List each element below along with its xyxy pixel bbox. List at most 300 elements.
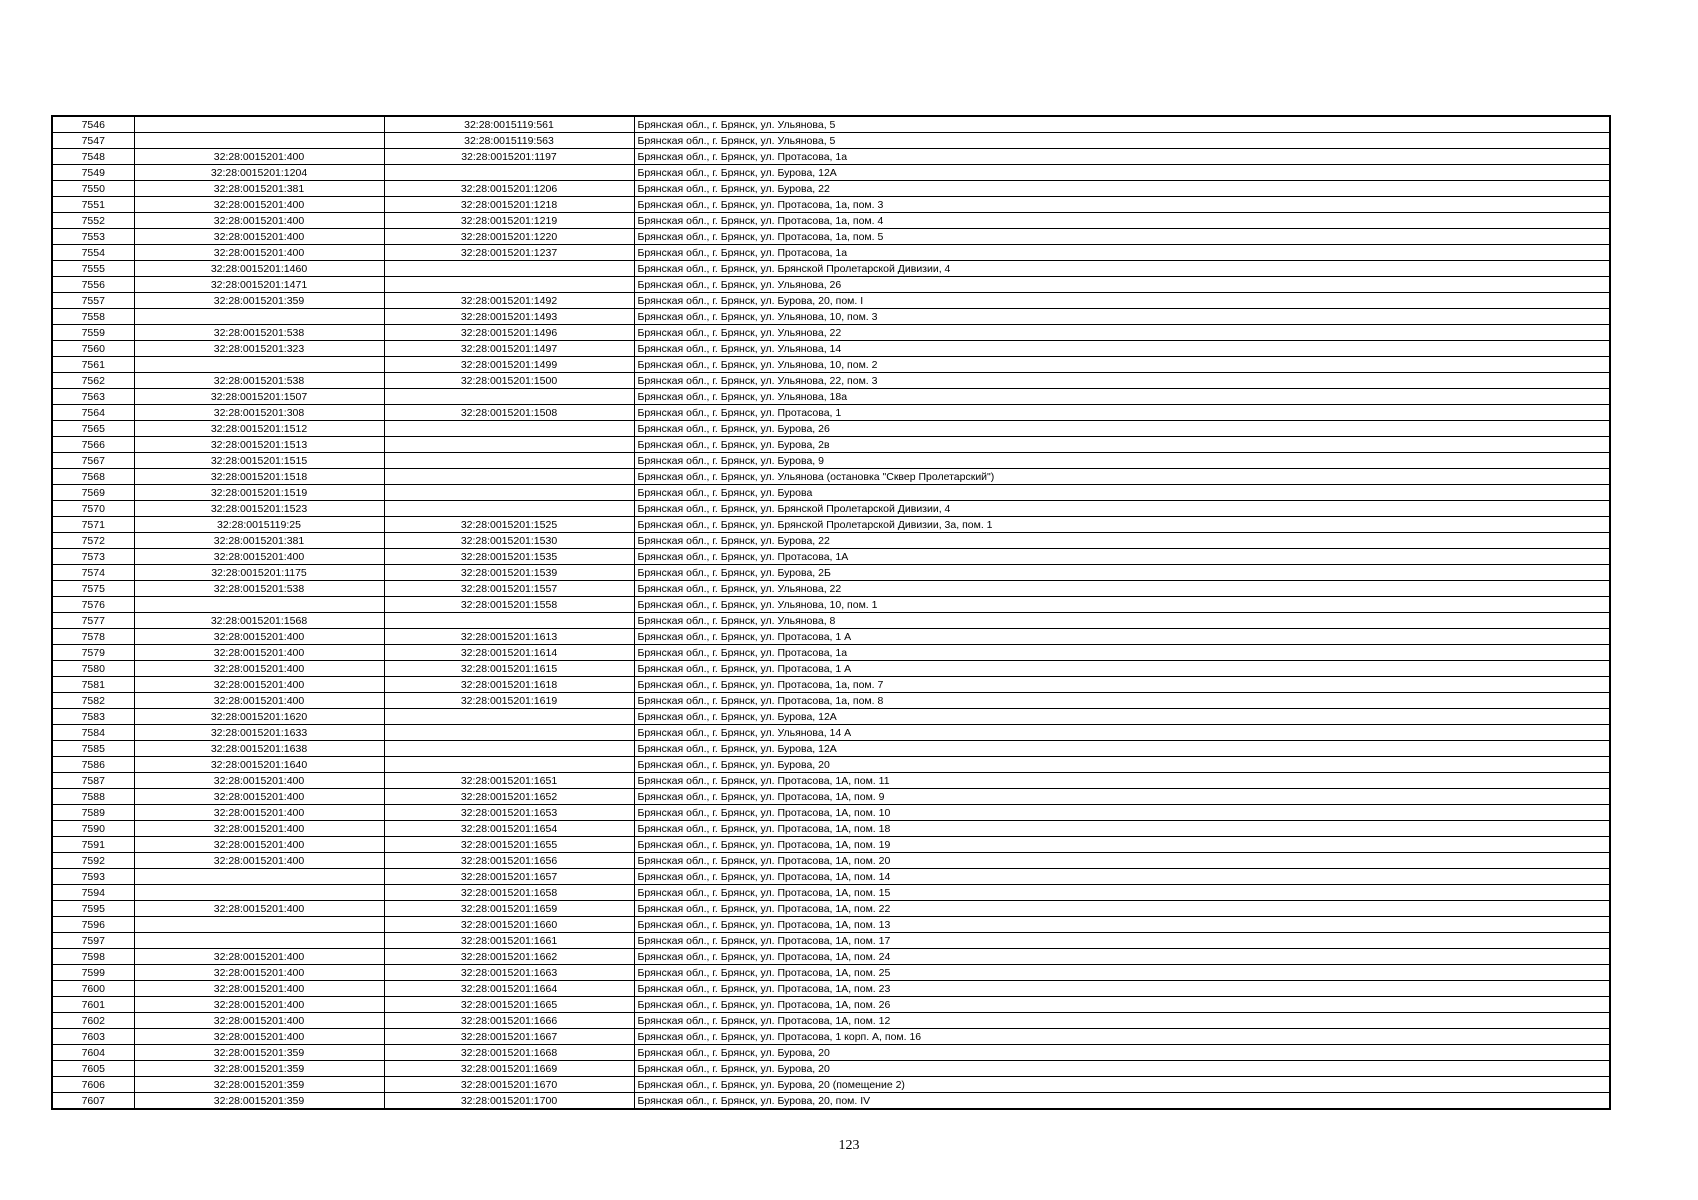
row-number-cell: 7557 (52, 293, 134, 309)
parent-cadastral-cell: 32:28:0015201:381 (134, 181, 384, 197)
address-cell: Брянская обл., г. Брянск, ул. Ульянова, 18а (634, 389, 1610, 405)
parent-cadastral-cell: 32:28:0015201:400 (134, 677, 384, 693)
row-number-cell: 7558 (52, 309, 134, 325)
parent-cadastral-cell: 32:28:0015201:400 (134, 821, 384, 837)
table-row (52, 741, 1610, 757)
parent-cadastral-cell: 32:28:0015201:538 (134, 581, 384, 597)
row-number-cell: 7546 (52, 116, 134, 133)
cadastral-number-cell: 32:28:0015201:1670 (384, 1077, 634, 1093)
address-cell: Брянская обл., г. Брянск, ул. Протасова, 1А, пом. 24 (634, 949, 1610, 965)
cadastral-number-cell: 32:28:0015119:563 (384, 133, 634, 149)
address-cell: Брянская обл., г. Брянск, ул. Протасова, 1а, пом. 7 (634, 677, 1610, 693)
page-number: 123 (838, 1138, 860, 1153)
row-number-cell: 7583 (52, 709, 134, 725)
parent-cadastral-cell: 32:28:0015201:1620 (134, 709, 384, 725)
cadastral-number-cell: 32:28:0015201:1619 (384, 693, 634, 709)
row-number-cell: 7599 (52, 965, 134, 981)
address-cell: Брянская обл., г. Брянск, ул. Ульянова, 5 (634, 133, 1610, 149)
cadastral-number-cell: 32:28:0015201:1557 (384, 581, 634, 597)
table-row (52, 149, 1610, 165)
parent-cadastral-cell: 32:28:0015201:400 (134, 645, 384, 661)
cadastral-number-cell: 32:28:0015201:1660 (384, 917, 634, 933)
cadastral-number-cell: 32:28:0015201:1525 (384, 517, 634, 533)
row-number-cell: 7589 (52, 805, 134, 821)
address-cell: Брянская обл., г. Брянск, ул. Бурова, 20, пом. IV (634, 1093, 1610, 1110)
table-row (52, 725, 1610, 741)
address-cell: Брянская обл., г. Брянск, ул. Ульянова, 22 (634, 325, 1610, 341)
cadastral-number-cell (384, 421, 634, 437)
address-cell: Брянская обл., г. Брянск, ул. Бурова, 2Б (634, 565, 1610, 581)
cadastral-number-cell: 32:28:0015201:1618 (384, 677, 634, 693)
address-cell: Брянская обл., г. Брянск, ул. Протасова, 1А, пом. 11 (634, 773, 1610, 789)
table-row (52, 661, 1610, 677)
address-cell: Брянская обл., г. Брянск, ул. Бурова, 20 (634, 1061, 1610, 1077)
address-cell: Брянская обл., г. Брянск, ул. Протасова, 1А, пом. 9 (634, 789, 1610, 805)
row-number-cell: 7564 (52, 405, 134, 421)
address-cell: Брянская обл., г. Брянск, ул. Бурова, 22 (634, 181, 1610, 197)
parent-cadastral-cell: 32:28:0015201:308 (134, 405, 384, 421)
cadastral-number-cell (384, 709, 634, 725)
parent-cadastral-cell: 32:28:0015201:400 (134, 789, 384, 805)
address-cell: Брянская обл., г. Брянск, ул. Ульянова, 14 А (634, 725, 1610, 741)
cadastral-number-cell: 32:28:0015201:1668 (384, 1045, 634, 1061)
row-number-cell: 7580 (52, 661, 134, 677)
row-number-cell: 7552 (52, 213, 134, 229)
cadastral-number-cell (384, 389, 634, 405)
table-row (52, 805, 1610, 821)
address-cell: Брянская обл., г. Брянск, ул. Протасова, 1а, пом. 5 (634, 229, 1610, 245)
row-number-cell: 7606 (52, 1077, 134, 1093)
row-number-cell: 7572 (52, 533, 134, 549)
cadastral-number-cell (384, 757, 634, 773)
address-cell: Брянская обл., г. Брянск, ул. Протасова, 1а (634, 149, 1610, 165)
table-row (52, 389, 1610, 405)
row-number-cell: 7549 (52, 165, 134, 181)
address-cell: Брянская обл., г. Брянск, ул. Ульянова, 10, пом. 1 (634, 597, 1610, 613)
table-row (52, 485, 1610, 501)
address-cell: Брянская обл., г. Брянск, ул. Ульянова (остановка "Сквер Пролетарский") (634, 469, 1610, 485)
parent-cadastral-cell: 32:28:0015201:400 (134, 965, 384, 981)
table-row (52, 197, 1610, 213)
address-cell: Брянская обл., г. Брянск, ул. Протасова, 1А, пом. 15 (634, 885, 1610, 901)
cadastral-number-cell: 32:28:0015201:1500 (384, 373, 634, 389)
address-cell: Брянская обл., г. Брянск, ул. Бурова, 12А (634, 709, 1610, 725)
parent-cadastral-cell (134, 597, 384, 613)
parent-cadastral-cell: 32:28:0015201:359 (134, 1061, 384, 1077)
parent-cadastral-cell: 32:28:0015201:1175 (134, 565, 384, 581)
cadastral-number-cell: 32:28:0015201:1657 (384, 869, 634, 885)
address-cell: Брянская обл., г. Брянск, ул. Брянской Пролетарской Дивизии, 4 (634, 501, 1610, 517)
address-cell: Брянская обл., г. Брянск, ул. Протасова, 1А, пом. 17 (634, 933, 1610, 949)
address-cell: Брянская обл., г. Брянск, ул. Протасова, 1 А (634, 661, 1610, 677)
cadastral-number-cell (384, 725, 634, 741)
address-cell: Брянская обл., г. Брянск, ул. Протасова, 1а (634, 645, 1610, 661)
row-number-cell: 7603 (52, 1029, 134, 1045)
table-row (52, 245, 1610, 261)
table-row (52, 501, 1610, 517)
parent-cadastral-cell: 32:28:0015201:400 (134, 1029, 384, 1045)
row-number-cell: 7604 (52, 1045, 134, 1061)
address-cell: Брянская обл., г. Брянск, ул. Ульянова, 5 (634, 116, 1610, 133)
address-cell: Брянская обл., г. Брянск, ул. Ульянова, 22, пом. 3 (634, 373, 1610, 389)
parent-cadastral-cell (134, 357, 384, 373)
cadastral-number-cell (384, 469, 634, 485)
parent-cadastral-cell (134, 133, 384, 149)
table-row (52, 709, 1610, 725)
cadastral-number-cell: 32:28:0015119:561 (384, 116, 634, 133)
row-number-cell: 7595 (52, 901, 134, 917)
row-number-cell: 7602 (52, 1013, 134, 1029)
cadastral-number-cell: 32:28:0015201:1661 (384, 933, 634, 949)
cadastral-number-cell: 32:28:0015201:1206 (384, 181, 634, 197)
parent-cadastral-cell: 32:28:0015201:400 (134, 693, 384, 709)
table-row (52, 1013, 1610, 1029)
table-row (52, 773, 1610, 789)
parent-cadastral-cell: 32:28:0015201:400 (134, 837, 384, 853)
cadastral-number-cell: 32:28:0015201:1665 (384, 997, 634, 1013)
row-number-cell: 7585 (52, 741, 134, 757)
row-number-cell: 7593 (52, 869, 134, 885)
table-row (52, 1061, 1610, 1077)
cadastral-number-cell: 32:28:0015201:1237 (384, 245, 634, 261)
cadastral-number-cell: 32:28:0015201:1530 (384, 533, 634, 549)
address-cell: Брянская обл., г. Брянск, ул. Протасова, 1А, пом. 22 (634, 901, 1610, 917)
row-number-cell: 7555 (52, 261, 134, 277)
address-cell: Брянская обл., г. Брянск, ул. Бурова, 20 (634, 1045, 1610, 1061)
table-row (52, 437, 1610, 453)
row-number-cell: 7548 (52, 149, 134, 165)
address-cell: Брянская обл., г. Брянск, ул. Протасова, 1А, пом. 10 (634, 805, 1610, 821)
address-cell: Брянская обл., г. Брянск, ул. Ульянова, 10, пом. 2 (634, 357, 1610, 373)
table-row (52, 1029, 1610, 1045)
parent-cadastral-cell: 32:28:0015201:381 (134, 533, 384, 549)
cadastral-number-cell: 32:28:0015201:1496 (384, 325, 634, 341)
row-number-cell: 7577 (52, 613, 134, 629)
row-number-cell: 7601 (52, 997, 134, 1013)
table-row (52, 645, 1610, 661)
row-number-cell: 7551 (52, 197, 134, 213)
parent-cadastral-cell: 32:28:0015201:1568 (134, 613, 384, 629)
cadastral-number-cell: 32:28:0015201:1667 (384, 1029, 634, 1045)
registry-table-body (52, 116, 1610, 1109)
table-row (52, 421, 1610, 437)
cadastral-number-cell (384, 501, 634, 517)
table-row (52, 133, 1610, 149)
row-number-cell: 7600 (52, 981, 134, 997)
table-row (52, 949, 1610, 965)
parent-cadastral-cell: 32:28:0015201:1471 (134, 277, 384, 293)
table-row (52, 1077, 1610, 1093)
table-row (52, 885, 1610, 901)
parent-cadastral-cell (134, 933, 384, 949)
row-number-cell: 7570 (52, 501, 134, 517)
address-cell: Брянская обл., г. Брянск, ул. Бурова, 20 (634, 757, 1610, 773)
row-number-cell: 7575 (52, 581, 134, 597)
table-row (52, 693, 1610, 709)
table-row (52, 229, 1610, 245)
table-row (52, 1093, 1610, 1110)
parent-cadastral-cell: 32:28:0015119:25 (134, 517, 384, 533)
cadastral-number-cell: 32:28:0015201:1493 (384, 309, 634, 325)
parent-cadastral-cell: 32:28:0015201:400 (134, 629, 384, 645)
cadastral-number-cell: 32:28:0015201:1218 (384, 197, 634, 213)
parent-cadastral-cell: 32:28:0015201:1638 (134, 741, 384, 757)
address-cell: Брянская обл., г. Брянск, ул. Бурова, 22 (634, 533, 1610, 549)
row-number-cell: 7568 (52, 469, 134, 485)
parent-cadastral-cell: 32:28:0015201:1515 (134, 453, 384, 469)
parent-cadastral-cell: 32:28:0015201:400 (134, 197, 384, 213)
table-row (52, 373, 1610, 389)
address-cell: Брянская обл., г. Брянск, ул. Ульянова, 26 (634, 277, 1610, 293)
cadastral-number-cell (384, 485, 634, 501)
parent-cadastral-cell: 32:28:0015201:400 (134, 245, 384, 261)
row-number-cell: 7607 (52, 1093, 134, 1110)
table-row (52, 405, 1610, 421)
table-row (52, 981, 1610, 997)
cadastral-number-cell: 32:28:0015201:1558 (384, 597, 634, 613)
cadastral-number-cell: 32:28:0015201:1662 (384, 949, 634, 965)
address-cell: Брянская обл., г. Брянск, ул. Протасова, 1А, пом. 20 (634, 853, 1610, 869)
cadastral-number-cell: 32:28:0015201:1656 (384, 853, 634, 869)
parent-cadastral-cell: 32:28:0015201:1513 (134, 437, 384, 453)
table-row (52, 341, 1610, 357)
cadastral-number-cell (384, 277, 634, 293)
parent-cadastral-cell (134, 885, 384, 901)
parent-cadastral-cell: 32:28:0015201:359 (134, 1093, 384, 1110)
parent-cadastral-cell: 32:28:0015201:400 (134, 149, 384, 165)
table-row (52, 309, 1610, 325)
table-row (52, 293, 1610, 309)
address-cell: Брянская обл., г. Брянск, ул. Бурова, 12А (634, 741, 1610, 757)
table-row (52, 565, 1610, 581)
parent-cadastral-cell: 32:28:0015201:1512 (134, 421, 384, 437)
cadastral-number-cell: 32:28:0015201:1659 (384, 901, 634, 917)
row-number-cell: 7560 (52, 341, 134, 357)
address-cell: Брянская обл., г. Брянск, ул. Протасова, 1А, пом. 13 (634, 917, 1610, 933)
table-row (52, 613, 1610, 629)
table-row (52, 757, 1610, 773)
address-cell: Брянская обл., г. Брянск, ул. Протасова, 1а (634, 245, 1610, 261)
address-cell: Брянская обл., г. Брянск, ул. Бурова, 9 (634, 453, 1610, 469)
cadastral-number-cell: 32:28:0015201:1508 (384, 405, 634, 421)
table-row (52, 597, 1610, 613)
row-number-cell: 7578 (52, 629, 134, 645)
row-number-cell: 7562 (52, 373, 134, 389)
cadastral-number-cell: 32:28:0015201:1499 (384, 357, 634, 373)
row-number-cell: 7553 (52, 229, 134, 245)
parent-cadastral-cell: 32:28:0015201:538 (134, 373, 384, 389)
table-row (52, 277, 1610, 293)
parent-cadastral-cell: 32:28:0015201:400 (134, 773, 384, 789)
address-cell: Брянская обл., г. Брянск, ул. Протасова, 1А (634, 549, 1610, 565)
address-cell: Брянская обл., г. Брянск, ул. Бурова, 12А (634, 165, 1610, 181)
address-cell: Брянская обл., г. Брянск, ул. Ульянова, 10, пом. 3 (634, 309, 1610, 325)
parent-cadastral-cell: 32:28:0015201:1633 (134, 725, 384, 741)
row-number-cell: 7598 (52, 949, 134, 965)
parent-cadastral-cell: 32:28:0015201:400 (134, 901, 384, 917)
row-number-cell: 7582 (52, 693, 134, 709)
row-number-cell: 7547 (52, 133, 134, 149)
parent-cadastral-cell: 32:28:0015201:359 (134, 1077, 384, 1093)
table-row (52, 325, 1610, 341)
parent-cadastral-cell: 32:28:0015201:400 (134, 853, 384, 869)
row-number-cell: 7579 (52, 645, 134, 661)
row-number-cell: 7594 (52, 885, 134, 901)
parent-cadastral-cell: 32:28:0015201:323 (134, 341, 384, 357)
parent-cadastral-cell (134, 309, 384, 325)
table-row (52, 853, 1610, 869)
parent-cadastral-cell: 32:28:0015201:400 (134, 661, 384, 677)
address-cell: Брянская обл., г. Брянск, ул. Протасова, 1А, пом. 23 (634, 981, 1610, 997)
table-row (52, 549, 1610, 565)
row-number-cell: 7550 (52, 181, 134, 197)
row-number-cell: 7588 (52, 789, 134, 805)
table-row (52, 453, 1610, 469)
table-row (52, 821, 1610, 837)
address-cell: Брянская обл., г. Брянск, ул. Ульянова, 14 (634, 341, 1610, 357)
parent-cadastral-cell: 32:28:0015201:400 (134, 229, 384, 245)
address-cell: Брянская обл., г. Брянск, ул. Протасова, 1А, пом. 18 (634, 821, 1610, 837)
address-cell: Брянская обл., г. Брянск, ул. Ульянова, 22 (634, 581, 1610, 597)
row-number-cell: 7567 (52, 453, 134, 469)
cadastral-number-cell: 32:28:0015201:1666 (384, 1013, 634, 1029)
cadastral-number-cell: 32:28:0015201:1663 (384, 965, 634, 981)
cadastral-number-cell (384, 261, 634, 277)
table-row (52, 165, 1610, 181)
cadastral-number-cell: 32:28:0015201:1652 (384, 789, 634, 805)
cadastral-number-cell (384, 453, 634, 469)
table-row (52, 261, 1610, 277)
table-row (52, 933, 1610, 949)
table-row (52, 116, 1610, 133)
row-number-cell: 7561 (52, 357, 134, 373)
cadastral-number-cell (384, 741, 634, 757)
cadastral-number-cell: 32:28:0015201:1651 (384, 773, 634, 789)
cadastral-number-cell (384, 613, 634, 629)
address-cell: Брянская обл., г. Брянск, ул. Протасова, 1А, пом. 14 (634, 869, 1610, 885)
address-cell: Брянская обл., г. Брянск, ул. Бурова, 26 (634, 421, 1610, 437)
cadastral-number-cell: 32:28:0015201:1197 (384, 149, 634, 165)
table-row (52, 213, 1610, 229)
cadastral-number-cell: 32:28:0015201:1535 (384, 549, 634, 565)
row-number-cell: 7566 (52, 437, 134, 453)
row-number-cell: 7559 (52, 325, 134, 341)
cadastral-number-cell: 32:28:0015201:1653 (384, 805, 634, 821)
cadastral-number-cell: 32:28:0015201:1700 (384, 1093, 634, 1110)
parent-cadastral-cell: 32:28:0015201:400 (134, 997, 384, 1013)
address-cell: Брянская обл., г. Брянск, ул. Брянской Пролетарской Дивизии, 3а, пом. 1 (634, 517, 1610, 533)
cadastral-number-cell (384, 437, 634, 453)
address-cell: Брянская обл., г. Брянск, ул. Протасова, 1а, пом. 3 (634, 197, 1610, 213)
table-row (52, 997, 1610, 1013)
parent-cadastral-cell: 32:28:0015201:359 (134, 293, 384, 309)
address-cell: Брянская обл., г. Брянск, ул. Протасова, 1А, пом. 25 (634, 965, 1610, 981)
table-row (52, 1045, 1610, 1061)
row-number-cell: 7586 (52, 757, 134, 773)
parent-cadastral-cell: 32:28:0015201:538 (134, 325, 384, 341)
parent-cadastral-cell: 32:28:0015201:1519 (134, 485, 384, 501)
address-cell: Брянская обл., г. Брянск, ул. Бурова, 20, пом. I (634, 293, 1610, 309)
cadastral-number-cell: 32:28:0015201:1219 (384, 213, 634, 229)
parent-cadastral-cell: 32:28:0015201:1204 (134, 165, 384, 181)
row-number-cell: 7605 (52, 1061, 134, 1077)
row-number-cell: 7569 (52, 485, 134, 501)
address-cell: Брянская обл., г. Брянск, ул. Протасова, 1А, пом. 26 (634, 997, 1610, 1013)
table-row (52, 837, 1610, 853)
address-cell: Брянская обл., г. Брянск, ул. Протасова, 1а, пом. 4 (634, 213, 1610, 229)
table-row (52, 789, 1610, 805)
row-number-cell: 7576 (52, 597, 134, 613)
cadastral-number-cell: 32:28:0015201:1669 (384, 1061, 634, 1077)
row-number-cell: 7590 (52, 821, 134, 837)
address-cell: Брянская обл., г. Брянск, ул. Протасова, 1а, пом. 8 (634, 693, 1610, 709)
table-row (52, 533, 1610, 549)
table-row (52, 517, 1610, 533)
address-cell: Брянская обл., г. Брянск, ул. Бурова (634, 485, 1610, 501)
table-row (52, 901, 1610, 917)
row-number-cell: 7597 (52, 933, 134, 949)
parent-cadastral-cell (134, 116, 384, 133)
table-row (52, 965, 1610, 981)
parent-cadastral-cell: 32:28:0015201:1518 (134, 469, 384, 485)
row-number-cell: 7571 (52, 517, 134, 533)
address-cell: Брянская обл., г. Брянск, ул. Протасова, 1А, пом. 12 (634, 1013, 1610, 1029)
parent-cadastral-cell: 32:28:0015201:1640 (134, 757, 384, 773)
address-cell: Брянская обл., г. Брянск, ул. Протасова, 1А, пом. 19 (634, 837, 1610, 853)
row-number-cell: 7584 (52, 725, 134, 741)
cadastral-number-cell: 32:28:0015201:1614 (384, 645, 634, 661)
address-cell: Брянская обл., г. Брянск, ул. Бурова, 2в (634, 437, 1610, 453)
row-number-cell: 7596 (52, 917, 134, 933)
row-number-cell: 7574 (52, 565, 134, 581)
address-cell: Брянская обл., г. Брянск, ул. Протасова, 1 (634, 405, 1610, 421)
address-cell: Брянская обл., г. Брянск, ул. Протасова, 1 корп. А, пом. 16 (634, 1029, 1610, 1045)
registry-table (51, 115, 1611, 1110)
parent-cadastral-cell (134, 917, 384, 933)
parent-cadastral-cell: 32:28:0015201:400 (134, 981, 384, 997)
cadastral-number-cell: 32:28:0015201:1615 (384, 661, 634, 677)
parent-cadastral-cell: 32:28:0015201:400 (134, 549, 384, 565)
parent-cadastral-cell: 32:28:0015201:400 (134, 213, 384, 229)
row-number-cell: 7573 (52, 549, 134, 565)
cadastral-number-cell: 32:28:0015201:1655 (384, 837, 634, 853)
row-number-cell: 7592 (52, 853, 134, 869)
cadastral-number-cell: 32:28:0015201:1613 (384, 629, 634, 645)
cadastral-number-cell: 32:28:0015201:1497 (384, 341, 634, 357)
table-row (52, 581, 1610, 597)
cadastral-number-cell: 32:28:0015201:1658 (384, 885, 634, 901)
cadastral-number-cell: 32:28:0015201:1539 (384, 565, 634, 581)
parent-cadastral-cell: 32:28:0015201:1507 (134, 389, 384, 405)
row-number-cell: 7556 (52, 277, 134, 293)
row-number-cell: 7587 (52, 773, 134, 789)
address-cell: Брянская обл., г. Брянск, ул. Брянской Пролетарской Дивизии, 4 (634, 261, 1610, 277)
row-number-cell: 7581 (52, 677, 134, 693)
parent-cadastral-cell: 32:28:0015201:400 (134, 949, 384, 965)
table-row (52, 869, 1610, 885)
address-cell: Брянская обл., г. Брянск, ул. Ульянова, 8 (634, 613, 1610, 629)
table-row (52, 677, 1610, 693)
row-number-cell: 7554 (52, 245, 134, 261)
table-row (52, 357, 1610, 373)
row-number-cell: 7565 (52, 421, 134, 437)
table-row (52, 917, 1610, 933)
table-row (52, 469, 1610, 485)
cadastral-number-cell (384, 165, 634, 181)
parent-cadastral-cell: 32:28:0015201:1523 (134, 501, 384, 517)
parent-cadastral-cell: 32:28:0015201:359 (134, 1045, 384, 1061)
cadastral-number-cell: 32:28:0015201:1654 (384, 821, 634, 837)
